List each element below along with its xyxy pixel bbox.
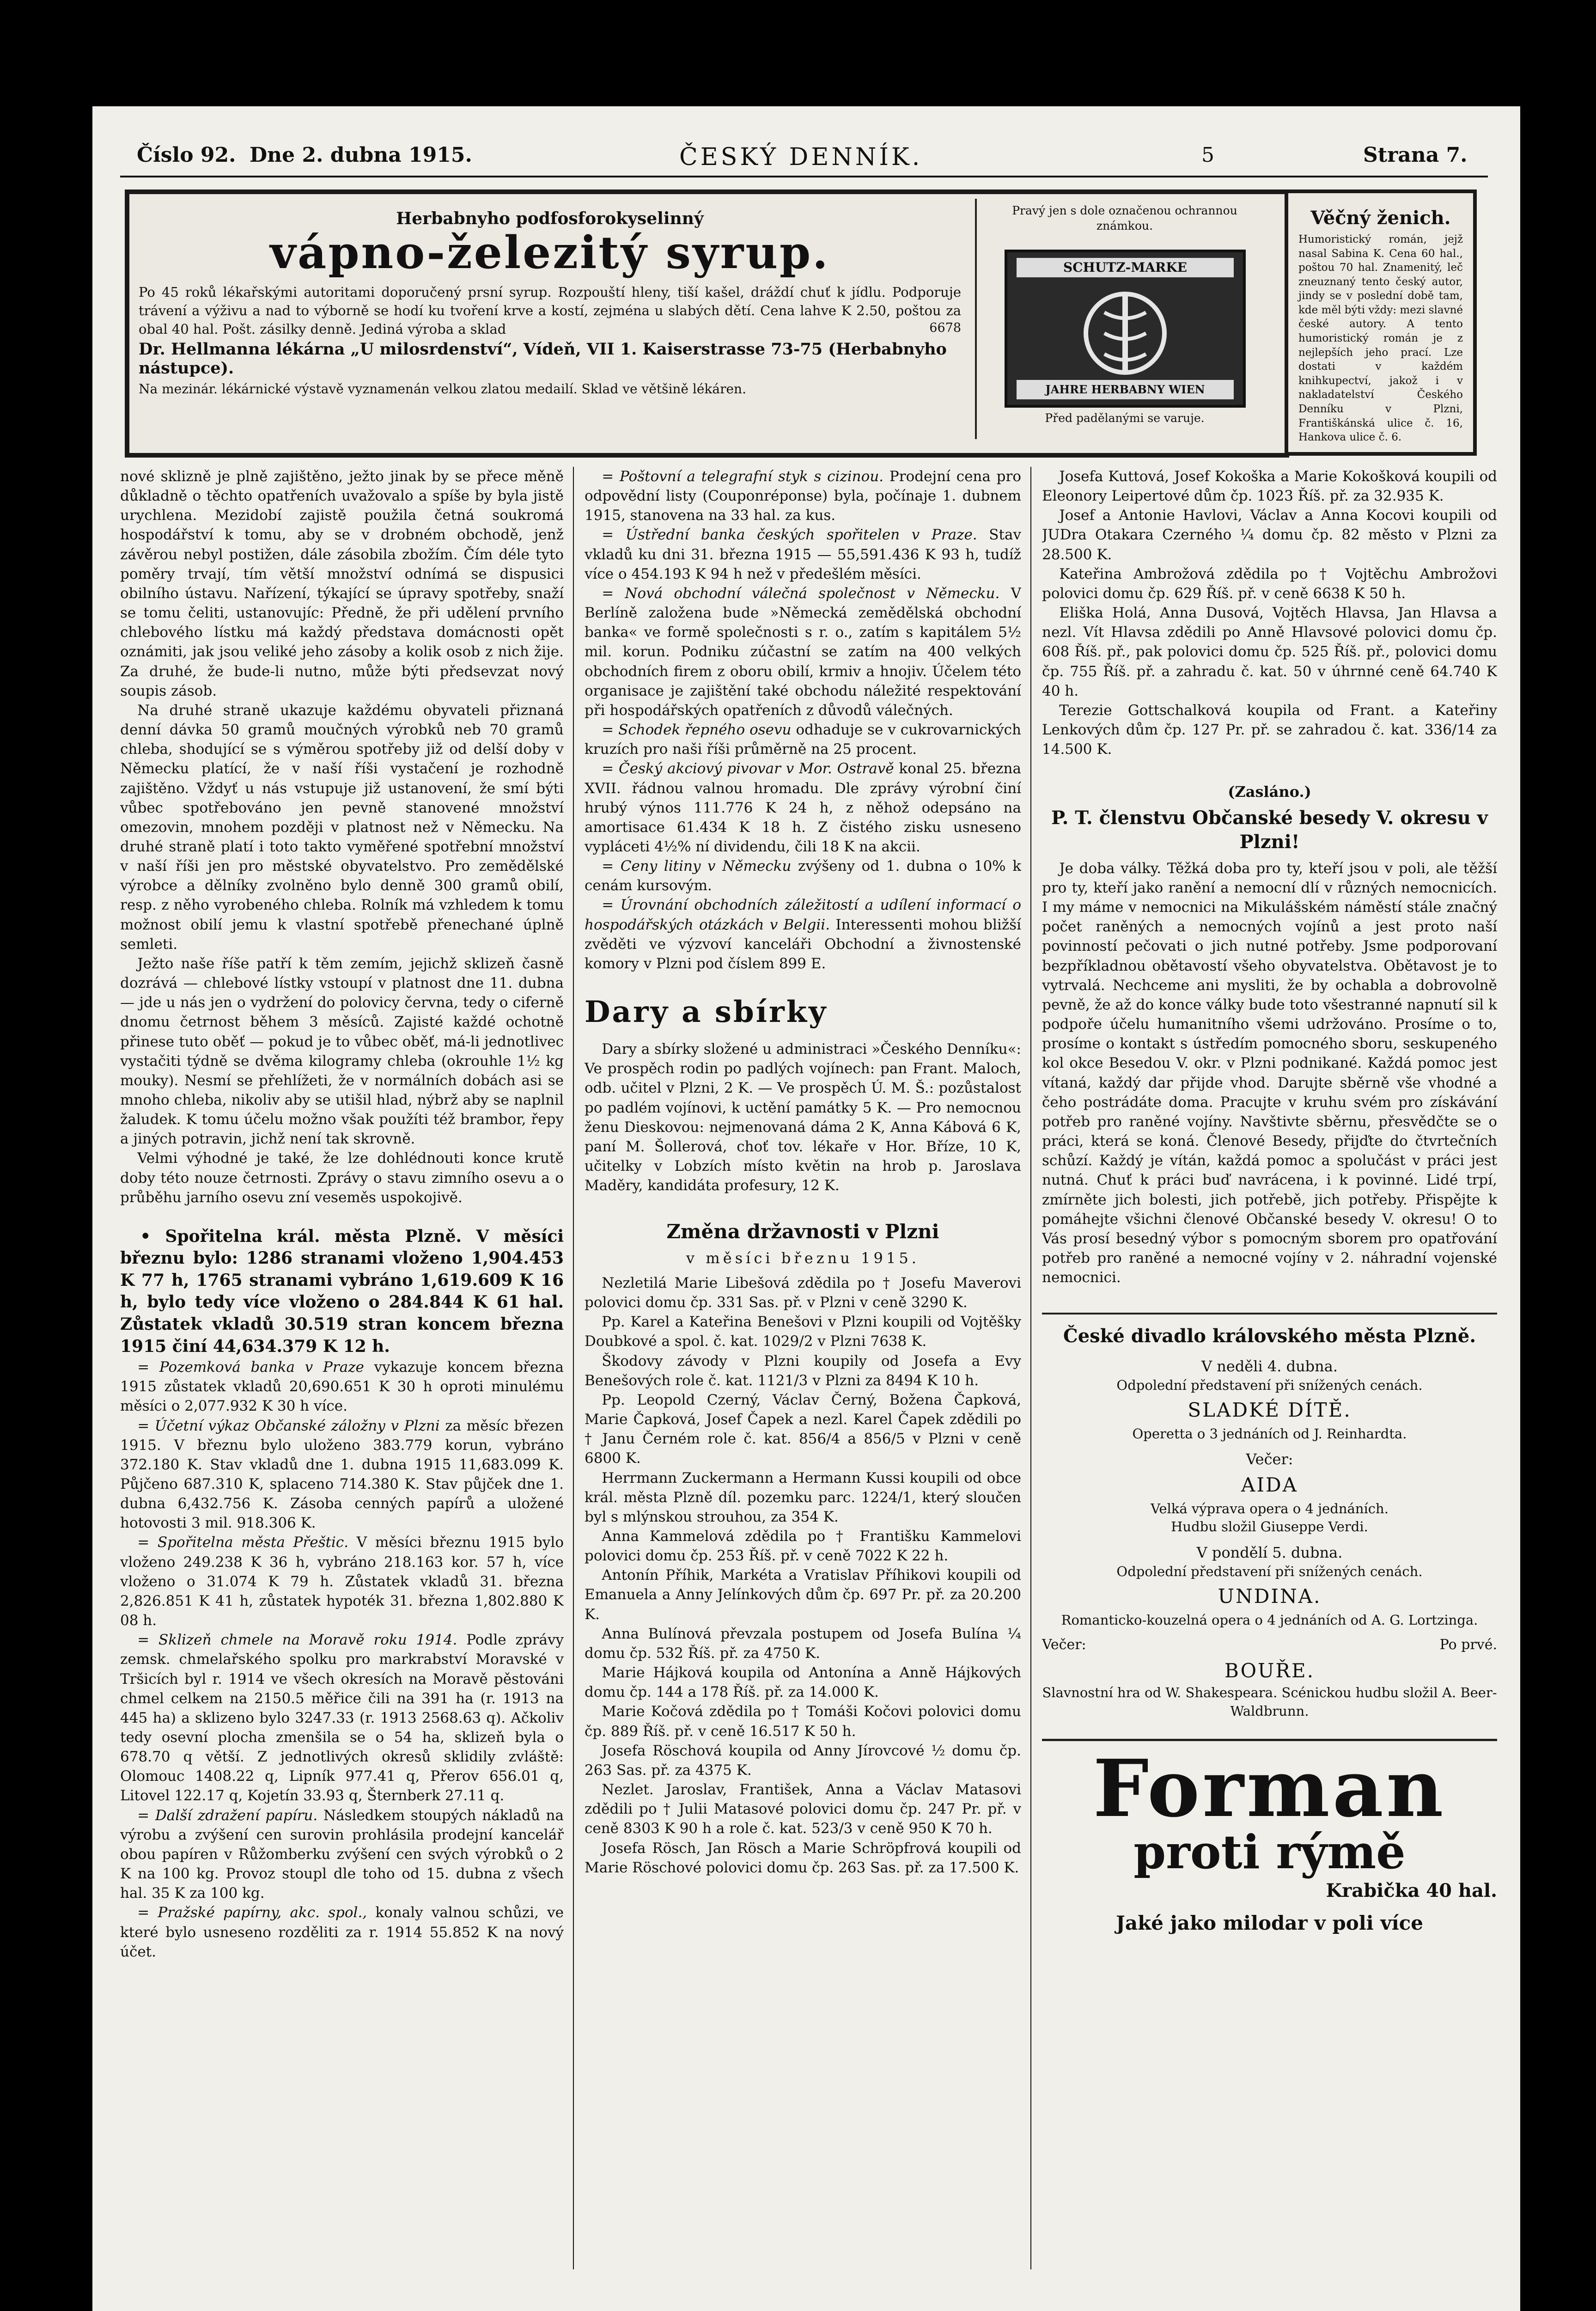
theatre-evening-row [1042, 1636, 1497, 1655]
theatre-boure-text: Slavnostní hra od W. Shakespeara. Scénickou hudbu složil A. Beer-Waldbrunn. [1042, 1685, 1497, 1719]
property-transfer: Josef a Antonie Havlovi, Václav a Anna Kocovi koupili od JUDra Otakara Czerného ¼ domu čp. 82 město v Plzni za 28.500 K. [1042, 507, 1497, 563]
property-transfer: Josefa Röschová koupila od Anny Jírovcové ½ domu čp. 263 Sas. př. za 4375 K. [585, 1742, 1021, 1779]
dary-heading: Dary a sbírky [585, 995, 828, 1030]
property-transfer: Marie Kočová zdědila po † Tomáši Kočovi polovici domu čp. 889 Říš. př. v ceně 16.517 K 50 h. [585, 1703, 1021, 1740]
economic-item-lead: Český akciový pivovar v Mor. Ostravě [619, 760, 899, 777]
property-transfer: Nezletilá Marie Libešová zdědila po † Josefu Maverovi polovici domu čp. 331 Sas. př. v Plzni v ceně 3290 K. [585, 1274, 1021, 1311]
property-transfer: Eliška Holá, Anna Dusová, Vojtěch Hlavsa, Jan Hlavsa a nezl. Vít Hlavsa zdědili po Anně Hlavsové polovici domu čp. 608 Říš. př., pak polovici domu čp. 525 Říš. př., polovici domu čp. 755 Říš. př. a zahradu č. kat. 50 v úhrnné ceně 64.740 K 40 h. [1042, 605, 1497, 699]
finance-item-text: Následkem stoupých nákladů na výrobu a zvýšení cen surovin prohlásila prodejní kancelář obou papíren v Růžomberku zvýšení cen svých výrobků o 2 K na 100 kg. Provoz stoupl dle toho od 15. dubna z všech hal. 35 K za 100 kg. [120, 1807, 564, 1902]
article-paragraph: nové sklizně je plně zajištěno, ježto jinak by se přece měně důkladně o těchto opatřeních uvažovalo a spíše by byla jistě urychlena. Mezidobí zajistě použila četná soukromá hospodářství k tomu, aby se v drobném obchodě, jenž závěrou nebyl postižen, dále zásobila zbožím. Čím déle tyto poměry trvají, tím větší množství odnímá se dispusici obilního ústavu. Nařízení, týkající se úpravy spotřeby, snaží se tomu čeliti, ustanovujíc: Předně, že při udělení prvního chlebového lístku má každý představa domácnosti opět oznámiti, jak jsou veliké jeho zásoby a kolik osob z nich žije. Za druhé, že bude-li nutno, může býti předsevzat nový soupis zásob. [120, 468, 564, 699]
finance-item-lead: = Pražské papírny, akc. spol., [137, 1904, 376, 1921]
economic-item-lead: Úrovnání obchodních záležitostí a udílení informací o hospodářských otázkách v Belgii. [585, 897, 1021, 933]
finance-item [120, 1416, 564, 1533]
finance-item [120, 1806, 564, 1903]
forman-proti-ryme: proti rýmě [1133, 1824, 1406, 1879]
theatre-premiere: Po prvé. [1439, 1637, 1497, 1653]
theatre-line: Operetta o 3 jednáních od J. Reinhardta. [1132, 1425, 1407, 1442]
herbabny-product: vápno-železitý syrup. [270, 226, 830, 279]
theatre-line: AIDA [1241, 1473, 1298, 1496]
zmena-heading: Změna državnosti v Plzni [666, 1220, 939, 1243]
property-transfer: Anna Bulínová převzala postupem od Josefa Bulína ¼ domu čp. 532 Říš. př. za 4750 K. [585, 1625, 1021, 1662]
property-transfer: Pp. Karel a Kateřina Benešovi v Plzni koupili od Vojtěšky Doubkové a spol. č. kat. 1029/2 v Plzni 7638 K. [585, 1314, 1021, 1350]
theatre-line: Velká výprava opera o 4 jednáních. [1151, 1500, 1389, 1516]
forman-slogan: Jaké jako milodar v poli více [1116, 1912, 1423, 1935]
zaslano-title: P. T. členstvu Občanské besedy V. okresu v Plzni! [1051, 807, 1488, 853]
finance-item-text: V měsíci březnu bylo: 1286 stranami vloženo 1,904.453 K 77 h, 1765 stranami vybráno 1,619.609 K 16 h, bylo tedy více vloženo o 284.844 K 61 hal. Zůstatek vkladů 30.519 stran koncem března 1915 činí 44,634.379 K 12 h. [120, 1226, 564, 1356]
forman-name: Forman [1093, 1742, 1446, 1835]
forman-ad [1042, 1739, 1497, 1937]
page-number: Strana 7. [1363, 143, 1468, 167]
economic-item-lead: Schodek řepného osevu [618, 721, 796, 739]
dary-text: Dary a sbírky složené u administraci »Českého Denníku«: Ve prospěch rodin po padlých vojínech: pan Frant. Maloch, odb. učitel v Plzni, 2 K. — Ve prospěch Ú. M. Š.: pozůstalost po padlém vojínovi, k uctění památky 5 K. — Pro nemocnou ženu Dieskovou: nejmenovaná dáma 2 K, Anna Kábová 6 K, paní M. Šollerová, choť tov. lékaře v Hor. Bříze, 10 K, učitelky v Lobzích místo květin na hrob p. Jaroslava Maděry, kandidáta profesury, 12 K. [585, 1041, 1021, 1194]
herbabny-body: Po 45 roků lékařskými autoritami doporučený prsní syrup. Rozpouští hleny, tiší kašel, dráždí chuť k jídlu. Podporuje trávení a výživu a nad to výborně se hodí ku tvoření krve a kostí, zejména u slabých dětí. Cena lahve K 2.50, poštou za obal 40 hal. Pošt. zásilky denně. Jediná výroba a sklad [139, 284, 961, 337]
theatre-line: Odpolední představení při snížených cenách. [1116, 1377, 1423, 1394]
property-transfer: Josefa Rösch, Jan Rösch a Marie Schröpfrová koupili od Marie Röschové polovici domu čp. 263 Sas. př. za 17.500 K. [585, 1840, 1021, 1876]
newspaper-page [92, 106, 1520, 2311]
theatre-line: V neděli 4. dubna. [1201, 1357, 1338, 1375]
page-mark: 5 [1201, 143, 1214, 167]
article-paragraph: Ježto naše říše patří k těm zemím, jejichž sklizeň časně dozrává — chlebové lístky vstoupí v platnost dne 11. dubna — jde u nás jen o vydržení do polovicy června, tedy o ciferně dnomu četrnost během 3 měsíců. Zajisté každé ochotně přinese tuto oběť — pokud je to vůbec oběť, má-li jednotlivec vystačiti týdně se dvěma kilogramy chleba (okrouhle 1½ kg mouky). Nesmí se přehlížeti, že v normálních dobách asi se mnoho chleba, nikoliv aby se utišil hlad, nýbrž aby se naplnil žaludek. K tomu účelu možno však použíti též brambor, řepy a jiných potravin, jichž není tak skrovně. [120, 955, 564, 1148]
economic-item-text: odhaduje se v cukrovarnických kruzích pro naši říši průměrně na 25 procent. [585, 721, 1021, 758]
finance-item-text: za měsíc březen 1915. V březnu bylo uloženo 383.779 korun, vybráno 372.180 K. Stav vkladů dne 1. dubna 1915 11,683.099 K. Půjčeno 687.310 K, splaceno 714.380 K. Stav půjček dne 1. dubna 6,432.756 K. Zásoba cenných papírů a uložené hotovosti 3 mil. 918.306 K. [120, 1417, 564, 1532]
finance-item-text: konaly valnou schůzi, ve které bylo usneseno rozděliti za r. 1914 55.852 K na nový účet. [120, 1904, 564, 1960]
theatre-line: V pondělí 5. dubna. [1196, 1543, 1343, 1561]
economic-item: = Ceny litiny v Německu zvýšeny od 1. dubna o 10% k cenám kursovým. [585, 858, 1021, 894]
trademark-label-top: SCHUTZ-MARKE [1017, 258, 1234, 277]
finance-item [120, 1357, 564, 1416]
herbabny-pharmacy: Dr. Hellmanna lékárna „U milosrdenství“, Vídeň, VII 1. Kaiserstrasse 73-75 (Herbabnyho nástupce). [139, 339, 947, 378]
property-transfer: Pp. Leopold Czerný, Václav Černý, Božena Čapková, Marie Čapková, Josef Čapek a nezl. Karel Čapek zdědili po † Janu Černém role č. kat. 856/4 a 856/5 v Plzni v ceně 6800 K. [585, 1391, 1021, 1467]
finance-item-lead: = Sklizeň chmele na Moravě roku 1914. [137, 1632, 467, 1649]
theatre-line: Hudbu složil Giuseppe Verdi. [1171, 1519, 1368, 1535]
trademark-bottom: Před padělanými se varuje. [1045, 411, 1205, 425]
column-rule-1 [573, 467, 574, 2269]
finance-item [120, 1533, 564, 1630]
economic-item-lead: Nová obchodní válečná společnost v Německu. [625, 585, 1011, 602]
masthead-title: ČESKÝ DENNÍK. [679, 143, 923, 171]
property-transfer: Terezie Gottschalková koupila od Frant. a Kateřiny Lenkových dům čp. 127 Pr. př. se zahradou č. kat. 336/14 za 14.500 K. [1042, 702, 1497, 758]
property-transfer: Marie Hájková koupila od Antonína a Anně Hájkových domu čp. 144 a 178 Říš. př. za 14.000 K. [585, 1664, 1021, 1701]
column-rule-2 [1030, 467, 1031, 2269]
theatre-evening: Večer: [1042, 1637, 1086, 1653]
herbabny-footer: Na mezinár. lékárnické výstavě vyznamenán velkou zlatou medailí. Sklad ve většině lékáren. [139, 381, 746, 397]
trademark-top: Pravý jen s dole označenou ochrannou známkou. [1012, 204, 1237, 232]
economic-item-lead: Ceny litiny v Německu [620, 858, 798, 875]
trademark-emblem [1005, 250, 1246, 408]
economic-item: = Schodek řepného osevu odhaduje se v cukrovarnických kruzích pro naši říši průměrně na 25 procent. [585, 721, 1021, 758]
issue-date: Dne 2. dubna 1915. [250, 143, 472, 167]
property-transfer: Herrmann Zuckermann a Hermann Kussi koupili od obce král. města Plzně díl. pozemku parc. 1224/1, který sloučen byl s mlýnskou strouhou, za 354 K. [585, 1469, 1021, 1525]
vecny-body: Humoristický román, jejž nasal Sabina K. Cena 60 hal., poštou 70 hal. Znamenitý, leč zneuznaný tento český autor, jindy se v poslední době tam, kde měl býti vždy: mezi slavné české autory. A tento humoristický román je z nejlepších jeho prací. Lze dostati v každém knihkupectví, jakož i v nakladatelství Českého Denníku v Plzni, Františkánská ulice č. 16, Hankova ulice č. 6. [1298, 233, 1463, 444]
economic-item: = Úrovnání obchodních záležitostí a udílení informací o hospodářských otázkách v Belgii. Interessenti mohou bližší zvěděti ve výzvoví kanceláři Obchodní a živnostenské komory v Plzni pod číslem 899 E. [585, 897, 1021, 972]
vecny-zenich-ad [1285, 190, 1477, 456]
finance-item [120, 1630, 564, 1805]
economic-item-text: Stav vkladů ku dni 31. března 1915 — 55,591.436 K 93 h, tudíž více o 454.193 K 94 h než v předešlém měsíci. [585, 526, 1021, 582]
theatre-line: UNDINA. [1218, 1584, 1322, 1608]
property-transfer: Kateřina Ambrožová zdědila po † Vojtěchu Ambrožovi polovici domu čp. 629 Říš. př. v ceně 6638 K 50 h. [1042, 565, 1497, 602]
theatre-line: Romanticko-kouzelná opera o 4 jednáních od A. G. Lortzinga. [1061, 1612, 1478, 1628]
economic-item-text: Interessenti mohou bližší zvěděti ve výzvoví kanceláři Obchodní a živnostenské komory v Plzni pod číslem 899 E. [585, 916, 1021, 972]
theatre-line: Odpolední představení při snížených cenách. [1116, 1564, 1423, 1580]
finance-item-lead: = Pozemková banka v Praze [137, 1359, 374, 1376]
article-paragraph: Na druhé straně ukazuje každému obyvateli přiznaná denní dávka 50 gramů moučných výrobků neb 70 gramů chleba, shodující se s výměrou spotřeby již od delší doby v Německu platící, že v naší říši vystačení je rozhodně zajištěno. Vždyť u nás vstupuje již ustanovení, že smí býti vůbec spotřebováno jen pevně stanovené množství omezovin, mnohem později v platnost než v Německu. Na druhé straně platí i toto takto vyměřené spotřební množství v naší říši jen pro městské obyvatelstvo. Pro zemědělské výrobce a dělníky zvolněno bylo denně 300 gramů obilí, resp. z něho vyrobeného chleba. Rolník má vzhledem k tomu možnost obilí jemu k vlastní spotřebě přenechané úplně semleti. [120, 702, 564, 953]
column-1 [120, 467, 564, 2311]
zaslano-label: (Zasláno.) [1228, 783, 1311, 801]
finance-item [120, 1903, 564, 1961]
property-transfer: Nezlet. Jaroslav, František, Anna a Václav Matasovi zdědili po † Julii Matasové polovici domu čp. 247 Pr. př. v ceně 8303 K 90 h a role č. kat. 523/3 v ceně 950 K 70 h. [585, 1781, 1021, 1837]
theatre-line: SLADKÉ DÍTĚ. [1188, 1398, 1352, 1421]
finance-item-lead: • Spořitelna král. města Plzně. [140, 1226, 476, 1246]
column-3 [1042, 467, 1497, 2311]
herbabny-number: 6678 [929, 320, 961, 335]
vecny-title: Věčný ženich. [1310, 207, 1451, 229]
economic-item-text: zvýšeny od 1. dubna o 10% k cenám kursovým. [585, 858, 1021, 894]
zaslano-text: Je doba války. Těžká doba pro ty, kteří jsou v poli, ale těžší pro ty, kteří jako ranění a nemocní dlí v různých nemocnicích. I my máme v nemocnici na Mikulášském náměstí stále značný počet raněných a nemocných vojínů a jest proto naší povinností pečovati o jich nutné potřeby. Jsme podporovaní bezpříkladnou obětavostí všeho obyvatelstva. Obětavost je to vytrvalá. Nechceme ani mysliti, že by ochabla a dobrovolně pevně, že až do konce války bude toto všestranné napnutí sil k podpoře účelu humanitního všemi udržováno. Prosíme o to, prosíme o kontakt s ústředím pomocného sboru, seskupeného kol okce Besedou V. okr. v Plzni podnikané. Každá pomoc jest vítaná, každý dar přijde vhod. Darujte sběrně vše vhodné a čeho postrádáte doma. Pracujte v kruhu svém pro získávání potřeb pro raněné vojíny. Navštivte sběrnu, přesvědčte se o práci, která se koná. Členové Besedy, přijďte do čtvrtečních schůzí. Každý je vítán, každá pomoc a spolučást v práci jest nutná. Chuť k práci buď navrácena, i k povinné. Lidé trpí, zmírněte jich bolesti, jich potřebě, jich potřeby. Přispějte k pomáhejte všichni členové Občanské besedy V. okresu! O to Vás prosí besedný výbor s pomocným sborem pro opatřování potřeb pro raněné a nemocné vojíny v 2. náhradní vojenské nemocnici. [1042, 860, 1497, 1286]
property-transfer: Antonín Příhik, Markéta a Vratislav Příhikovi koupili od Emanuela a Anny Jelínkových dům čp. 697 Pr. př. za 20.200 K. [585, 1567, 1021, 1623]
finance-item-lead: = Účetní výkaz Občanské záložny v Plzni [137, 1417, 445, 1434]
theatre-boure: BOUŘE. [1224, 1659, 1315, 1682]
zmena-subheading: v měsíci březnu 1915. [686, 1249, 920, 1267]
property-transfer: Anna Kammelová zdědila po † Františku Kammelovi polovici domu čp. 253 Říš. př. v ceně 7022 K 22 h. [585, 1528, 1021, 1565]
article-paragraph: Velmi výhodné je také, že lze dohlédnouti konce krutě doby této nouze četrnosti. Zprávy o stavu zimního osevu a o průběhu jarního osevu zní veseměs uspokojivě. [120, 1150, 564, 1206]
issue-number: Číslo 92. [137, 143, 236, 167]
herbabny-brand: Herbabnyho podfosforokyselinný [396, 209, 704, 228]
economic-item-text: Prodejní cena pro odpovědní listy (Couponréponse) byla, počínaje 1. dubnem 1915, stanovena na 33 hal. za kus. [585, 468, 1021, 524]
finance-item-lead: = Další zdražení papíru. [137, 1807, 324, 1824]
property-transfer: Škodovy závody v Plzni koupily od Josefa a Evy Benešových role č. kat. 1121/3 v Plzni za 8494 K 10 h. [585, 1352, 1021, 1389]
economic-item: = Český akciový pivovar v Mor. Ostravě konal 25. března XVII. řádnou valnou hromadu. Dle zprávy výrobní činí hrubý výnos 111.776 K 24 h, z něhož odepsáno na amortisace 61.434 K 18 h. Z čistého zisku usneseno vypláceti 4½% ní dividendu, čili 18 K na akcii. [585, 760, 1021, 855]
economic-item: = Nová obchodní válečná společnost v Německu. V Berlíně založena bude »Německá zemědělská obchodní banka« ve formě společnosti s r. o., zatím s kapitálem 5½ mil. korun. Podniku zúčastní se zatím na 400 velkých obchodních firem z oboru obilí, krmiv a hnojiv. Účelem této organisace je zajištění také obchodu náležité respektování při hospodářských opatřeních z důvodů válečných. [585, 585, 1021, 719]
finance-item-text: Podle zprávy zemsk. chmelařského spolku pro markrabství Moravské v Tršicích byl r. 1914 ve všech okresích na Moravě pěstováni chmel celkem na 2150.5 měřice čili na 391 ha (r. 1913 na 445 ha) a sklizeno bylo 3247.33 (r. 1913 2568.63 q). Ačkoliv tedy osevní plocha zmenšila se o 54 ha, sklizeň byla o 678.70 q větší. Z jednotlivých okresů sklidily zvláště: Olomouc 1408.22 q, Lipník 977.41 q, Přerov 656.01 q, Litovel 122.17 q, Kojetín 33.93 q, Šternberk 27.11 q. [120, 1632, 564, 1804]
economic-item: = Poštovní a telegrafní styk s cizinou. Prodejní cena pro odpovědní listy (Couponréponse) byla, počínaje 1. dubnem 1915, stanovena na 33 hal. za kus. [585, 468, 1021, 524]
finance-item-text: V měsíci březnu 1915 bylo vloženo 249.238 K 36 h, vybráno 218.163 kor. 57 h, více vloženo o 31.074 K 79 h. Zůstatek vkladů 31. března 2,826.851 K 41 h, zůstatek hypoték 31. března 1,802.880 K 08 h. [120, 1534, 564, 1629]
trademark-label-bottom: JAHRE HERBABNY WIEN [1017, 380, 1234, 399]
finance-item-lead: = Spořitelna města Přeštic. [137, 1534, 357, 1551]
forman-price: Krabička 40 hal. [1326, 1879, 1497, 1901]
economic-item-lead: Poštovní a telegrafní styk s cizinou. [619, 468, 889, 485]
economic-item-text: konal 25. března XVII. řádnou valnou hromadu. Dle zprávy výrobní činí hrubý výnos 111.776 K 24 h, z něhož odepsáno na amortisace 61.434 K 18 h. Z čistého zisku usneseno vypláceti 4½% ní dividendu, čili 18 K na akcii. [585, 760, 1021, 855]
theatre-heading: České divadlo královského města Plzně. [1042, 1313, 1497, 1349]
column-2 [585, 467, 1021, 2311]
economic-item: = Ústřední banka českých spořitelen v Praze. Stav vkladů ku dni 31. března 1915 — 55,591.436 K 93 h, tudíž více o 454.193 K 94 h než v předešlém měsíci. [585, 526, 1021, 582]
theatre-line: Večer: [1246, 1450, 1293, 1468]
finance-item [120, 1226, 564, 1357]
economic-item-text: V Berlíně založena bude »Německá zemědělská obchodní banka« ve formě společnosti s r. o., zatím s kapitálem 5½ mil. korun. Podniku zúčastní se zatím na 400 velkých obchodních firem z oboru obilí, krmiv a hnojiv. Účelem této organisace je zajištění také obchodu náležité respektování při hospodářských opatřeních z důvodů válečných. [585, 585, 1021, 719]
property-transfer: Josefa Kuttová, Josef Kokoška a Marie Kokošková koupili od Eleonory Leipertové dům čp. 1023 Říš. př. za 32.935 K. [1042, 468, 1497, 505]
finance-item-text: vykazuje koncem března 1915 zůstatek vkladů 20,690.651 K 30 h oproti minulému měsíci o 2,077.932 K 30 h více. [120, 1359, 564, 1415]
economic-item-lead: Ústřední banka českých spořitelen v Praze. [625, 526, 989, 544]
header-rule [120, 176, 1488, 177]
herbabny-ad [125, 190, 1289, 458]
